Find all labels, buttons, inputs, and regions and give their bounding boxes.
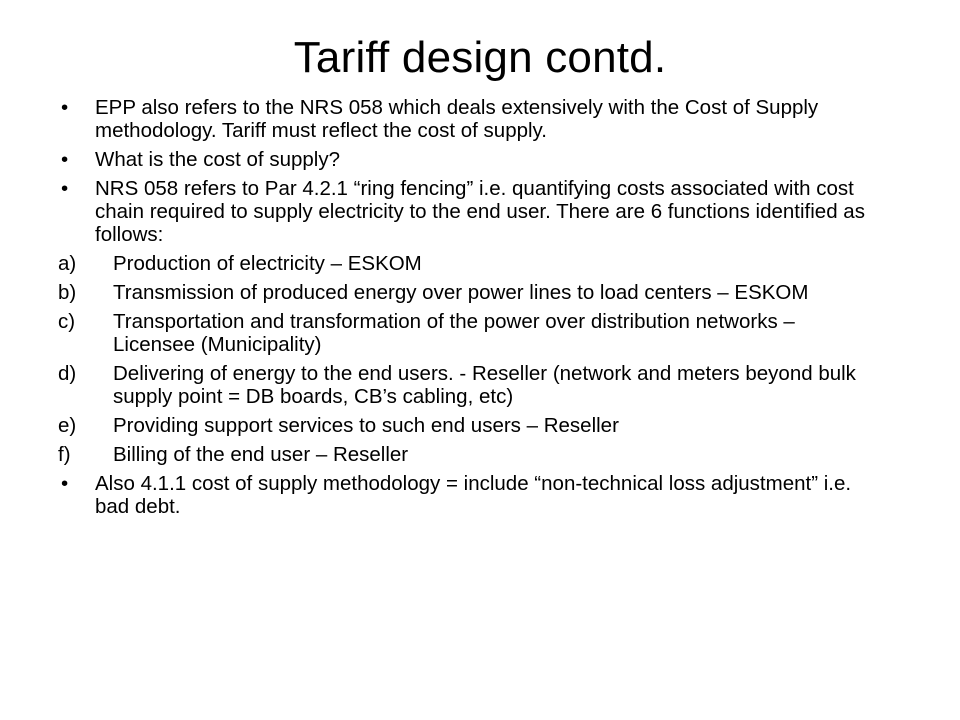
list-item <box>58 362 868 408</box>
list-marker: f) <box>58 443 71 466</box>
list-item <box>58 177 868 246</box>
slide-title: Tariff design contd. <box>293 33 667 82</box>
list-item-text: Delivering of energy to the end users. - Reseller (network and meters beyond bulk supply point = DB boards, CB’s cabling, etc) <box>113 362 856 408</box>
list-item <box>58 472 868 518</box>
list-item-text: EPP also refers to the NRS 058 which deals extensively with the Cost of Supply methodology. Tariff must reflect the cost of supply. <box>95 96 819 142</box>
list-marker: b) <box>58 281 77 304</box>
slide-content <box>58 96 868 524</box>
list-marker: a) <box>58 252 77 275</box>
list-item-text: What is the cost of supply? <box>95 148 340 171</box>
list-item <box>58 148 868 171</box>
list-item-text: Production of electricity – ESKOM <box>113 252 422 275</box>
list-item-text: NRS 058 refers to Par 4.2.1 “ring fencing” i.e. quantifying costs associated with cost chain required to supply electricity to the end user. There are 6 functions identified as follows: <box>95 177 865 246</box>
list-item <box>58 310 868 356</box>
list-item <box>58 443 868 466</box>
list-item <box>58 252 868 275</box>
list-item-text: Billing of the end user – Reseller <box>113 443 409 466</box>
list-item-text: Transmission of produced energy over power lines to load centers – ESKOM <box>113 281 809 304</box>
list-item <box>58 96 868 142</box>
list-item <box>58 414 868 437</box>
list-item-text: Also 4.1.1 cost of supply methodology = include “non-technical loss adjustment” i.e. bad debt. <box>95 472 852 518</box>
bullet-icon: • <box>61 148 69 171</box>
bullet-icon: • <box>61 96 69 119</box>
list-marker: d) <box>58 362 77 385</box>
list-item-text: Transportation and transformation of the power over distribution networks – Licensee (Municipality) <box>113 310 795 356</box>
bullet-icon: • <box>61 472 69 495</box>
bullet-icon: • <box>61 177 69 200</box>
list-marker: e) <box>58 414 77 437</box>
list-marker: c) <box>58 310 76 333</box>
list-item-text: Providing support services to such end users – Reseller <box>113 414 619 437</box>
list-item <box>58 281 868 304</box>
